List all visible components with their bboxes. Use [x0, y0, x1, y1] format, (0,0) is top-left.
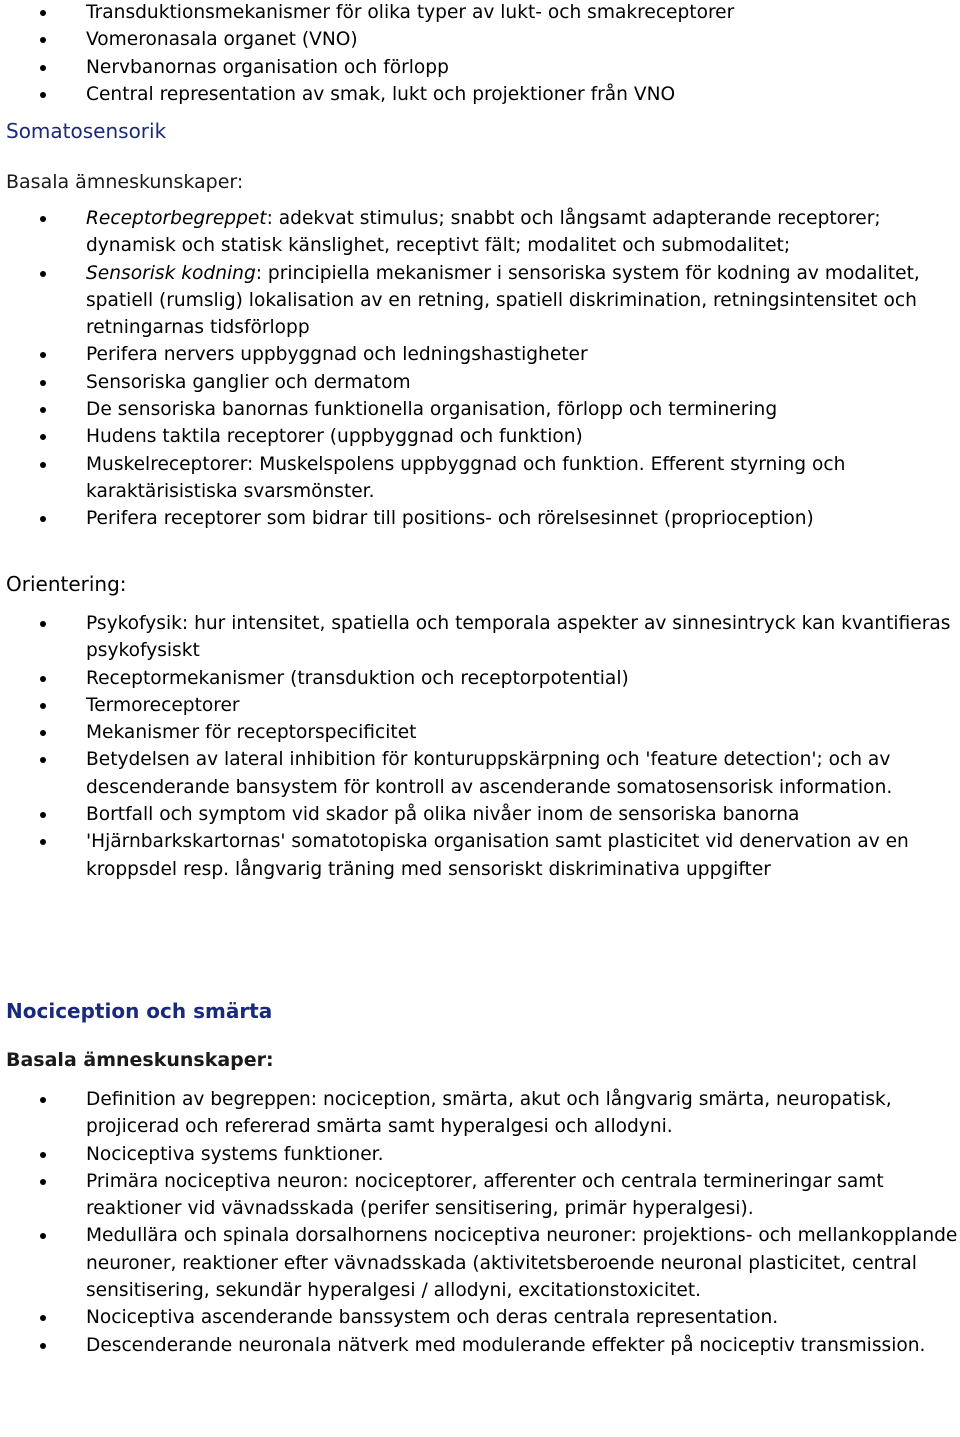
list-item: Vomeronasala organet (VNO) — [0, 26, 960, 53]
list-item: Mekanismer för receptorspecificitet — [0, 719, 960, 746]
noci-basala-section — [0, 1086, 960, 1359]
bullet-icon — [40, 621, 46, 627]
bullet-icon — [40, 1097, 46, 1103]
subheading-orientering: Orientering: — [6, 572, 127, 596]
bullet-icon — [40, 730, 46, 736]
bullet-icon — [40, 271, 46, 277]
somato-orientering-section — [0, 610, 960, 883]
bullet-icon — [40, 1233, 46, 1239]
subheading-noci-basala: Basala ämneskunskaper: — [6, 1049, 274, 1071]
bullet-icon — [40, 10, 46, 16]
bullet-icon — [40, 516, 46, 522]
list-item: Nervbanornas organisation och förlopp — [0, 54, 960, 81]
top-list-section — [0, 0, 960, 108]
bullet-icon — [40, 703, 46, 709]
bullet-icon — [40, 407, 46, 413]
bullet-icon — [40, 434, 46, 440]
list-item: Sensoriska ganglier och dermatom — [0, 369, 960, 396]
list-item: Betydelsen av lateral inhibition för konturuppskärpning och 'feature detection'; och av descenderande bansystem för kontroll av ascenderande somatosensorisk information. — [0, 746, 960, 801]
bullet-icon — [40, 1179, 46, 1185]
bullet-icon — [40, 65, 46, 71]
list-item: Psykofysik: hur intensitet, spatiella och temporala aspekter av sinnesintryck kan kvantifieras psykofysiskt — [0, 610, 960, 665]
bullet-icon — [40, 676, 46, 682]
list-item: Bortfall och symptom vid skador på olika nivåer inom de sensoriska banorna — [0, 801, 960, 828]
subheading-basala: Basala ämneskunskaper: — [6, 171, 244, 193]
list-item: Definition av begreppen: nociception, smärta, akut och långvarig smärta, neuropatisk, projicerad och refererad smärta samt hyperalgesi och allodyni. — [0, 1086, 960, 1141]
bullet-icon — [40, 352, 46, 358]
somato-basala-section — [0, 205, 960, 533]
bullet-icon — [40, 92, 46, 98]
section-title-somatosensorik: Somatosensorik — [6, 119, 167, 143]
list-item: Muskelreceptorer: Muskelspolens uppbyggnad och funktion. Efferent styrning och karaktärisistiska svarsmönster. — [0, 451, 960, 506]
section-title-nociception: Nociception och smärta — [6, 999, 273, 1023]
bullet-icon — [40, 757, 46, 763]
list-item: Transduktionsmekanismer för olika typer av lukt- och smakreceptorer — [0, 0, 960, 26]
bullet-icon — [40, 839, 46, 845]
list-item: Central representation av smak, lukt och projektioner från VNO — [0, 81, 960, 108]
list-item: Medullära och spinala dorsalhornens nociceptiva neuroner: projektions- och mellankopplande neuroner, reaktioner efter vävnadsskada (aktivitetsberoende neuronal plasticitet, central sensitisering, sekundär hyperalgesi / allodyni, excitationstoxicitet. — [0, 1222, 960, 1304]
list-item: Receptormekanismer (transduktion och receptorpotential) — [0, 665, 960, 692]
list-item: Primära nociceptiva neuron: nociceptorer, afferenter och centrala termineringar samt reaktioner vid vävnadsskada (perifer sensitisering, primär hyperalgesi). — [0, 1168, 960, 1223]
somato-basala-list — [0, 205, 960, 533]
list-item: Hudens taktila receptorer (uppbyggnad och funktion) — [0, 423, 960, 450]
list-item: Perifera nervers uppbyggnad och ledningshastigheter — [0, 341, 960, 368]
bullet-icon — [40, 37, 46, 43]
list-item: De sensoriska banornas funktionella organisation, förlopp och terminering — [0, 396, 960, 423]
bullet-icon — [40, 216, 46, 222]
list-item: Nociceptiva ascenderande banssystem och deras centrala representation. — [0, 1304, 960, 1331]
list-item: Nociceptiva systems funktioner. — [0, 1141, 960, 1168]
list-item: Termoreceptorer — [0, 692, 960, 719]
bullet-icon — [40, 1343, 46, 1349]
list-item: Descenderande neuronala nätverk med modulerande effekter på nociceptiv transmission. — [0, 1332, 960, 1359]
bullet-icon — [40, 1315, 46, 1321]
list-item: Sensorisk kodning: principiella mekanismer i sensoriska system för kodning av modalitet, spatiell (rumslig) lokalisation av en retning, spatiell diskrimination, retningsintensitet och retningarnas tidsförlopp — [0, 260, 960, 342]
bullet-icon — [40, 380, 46, 386]
top-list — [0, 0, 960, 108]
noci-list — [0, 1086, 960, 1359]
somato-orientering-list — [0, 610, 960, 883]
bullet-icon — [40, 462, 46, 468]
list-item: 'Hjärnbarkskartornas' somatotopiska organisation samt plasticitet vid denervation av en kroppsdel resp. långvarig träning med sensoriskt diskriminativa uppgifter — [0, 828, 960, 883]
bullet-icon — [40, 1152, 46, 1158]
list-item: Perifera receptorer som bidrar till positions- och rörelsesinnet (proprioception) — [0, 505, 960, 532]
bullet-icon — [40, 812, 46, 818]
list-item: Receptorbegreppet: adekvat stimulus; snabbt och långsamt adapterande receptorer; dynamisk och statisk känslighet, receptivt fält; modalitet och submodalitet; — [0, 205, 960, 260]
